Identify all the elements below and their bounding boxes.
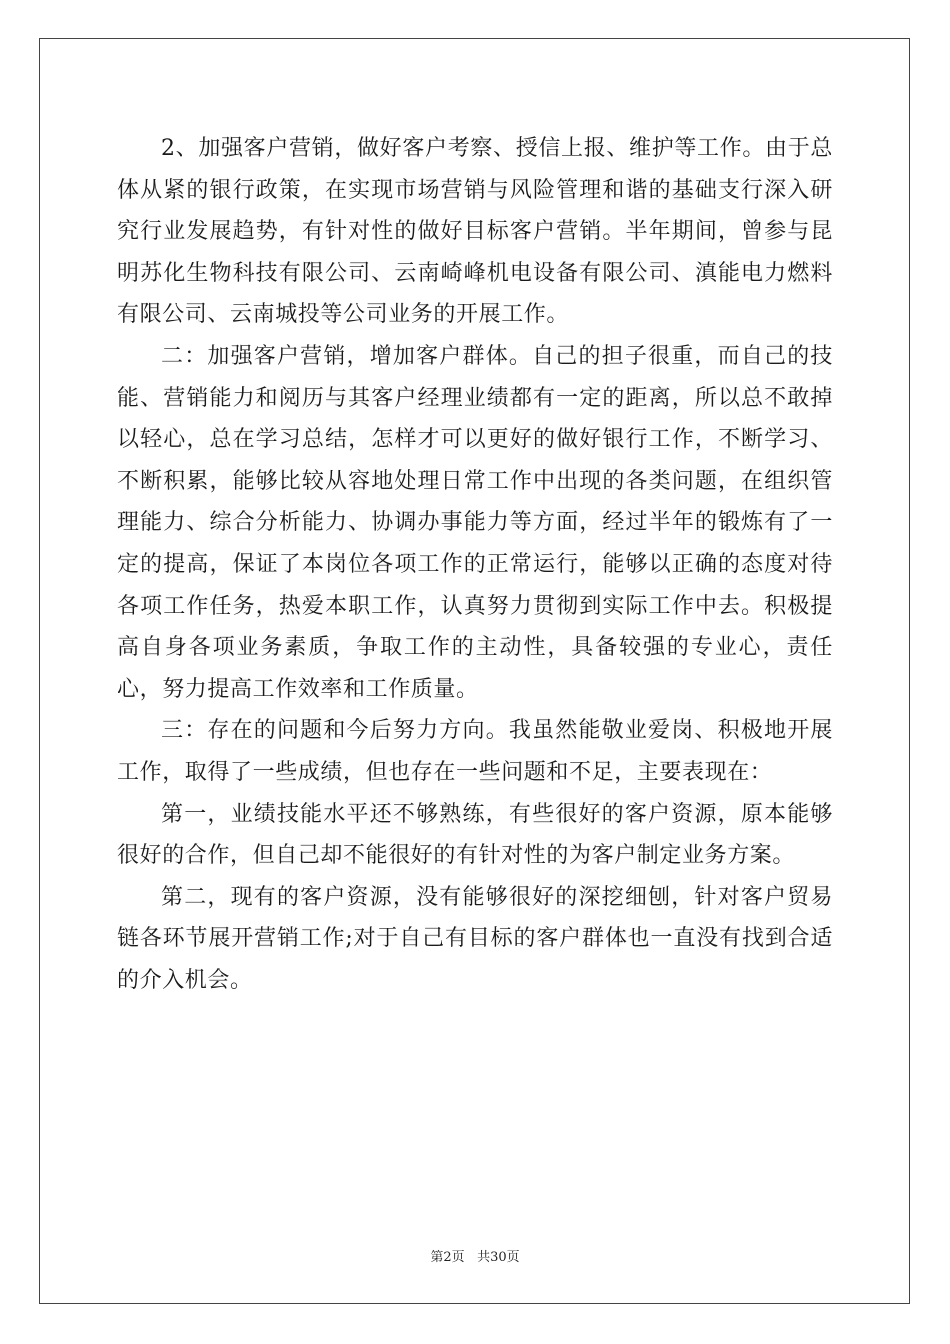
paragraph-second-issue: 第二，现有的客户资源，没有能够很好的深挖细刨，针对客户贸易链各环节展开营销工作;对于自己有目标的客户群体也一直没有找到合适的介入机会。 bbox=[117, 884, 833, 993]
page-footer bbox=[0, 1246, 950, 1265]
document-body bbox=[117, 128, 833, 1001]
page-number: 第2页 bbox=[430, 1250, 465, 1265]
paragraph-customer-marketing-work: 2、加强客户营销，做好客户考察、授信上报、维护等工作。由于总体从紧的银行政策，在实现市场营销与风险管理和谐的基础支行深入研究行业发展趋势，有针对性的做好目标客户营销。半年期间，曾参与昆明苏化生物科技有限公司、云南崎峰机电设备有限公司、滇能电力燃料有限公司、云南城投等公司业务的开展工作。 bbox=[117, 136, 833, 328]
paragraph-first-issue: 第一，业绩技能水平还不够熟练，有些很好的客户资源，原本能够很好的合作，但自己却不能很好的有针对性的为客户制定业务方案。 bbox=[117, 801, 833, 869]
page-total: 共30页 bbox=[477, 1250, 520, 1265]
paragraph-problems-and-direction: 三：存在的问题和今后努力方向。我虽然能敬业爱岗、积极地开展工作，取得了一些成绩，但也存在一些问题和不足，主要表现在： bbox=[117, 718, 833, 785]
paragraph-increase-customer-base: 二：加强客户营销，增加客户群体。自己的担子很重，而自己的技能、营销能力和阅历与其客户经理业绩都有一定的距离，所以总不敢掉以轻心，总在学习总结，怎样才可以更好的做好银行工作，不断学习、不断积累，能够比较从容地处理日常工作中出现的各类问题，在组织管理能力、综合分析能力、协调办事能力等方面，经过半年的锻炼有了一定的提高，保证了本岗位各项工作的正常运行，能够以正确的态度对待各项工作任务，热爱本职工作，认真努力贯彻到实际工作中去。积极提高自身各项业务素质，争取工作的主动性，具备较强的专业心，责任心，努力提高工作效率和工作质量。 bbox=[117, 343, 833, 702]
